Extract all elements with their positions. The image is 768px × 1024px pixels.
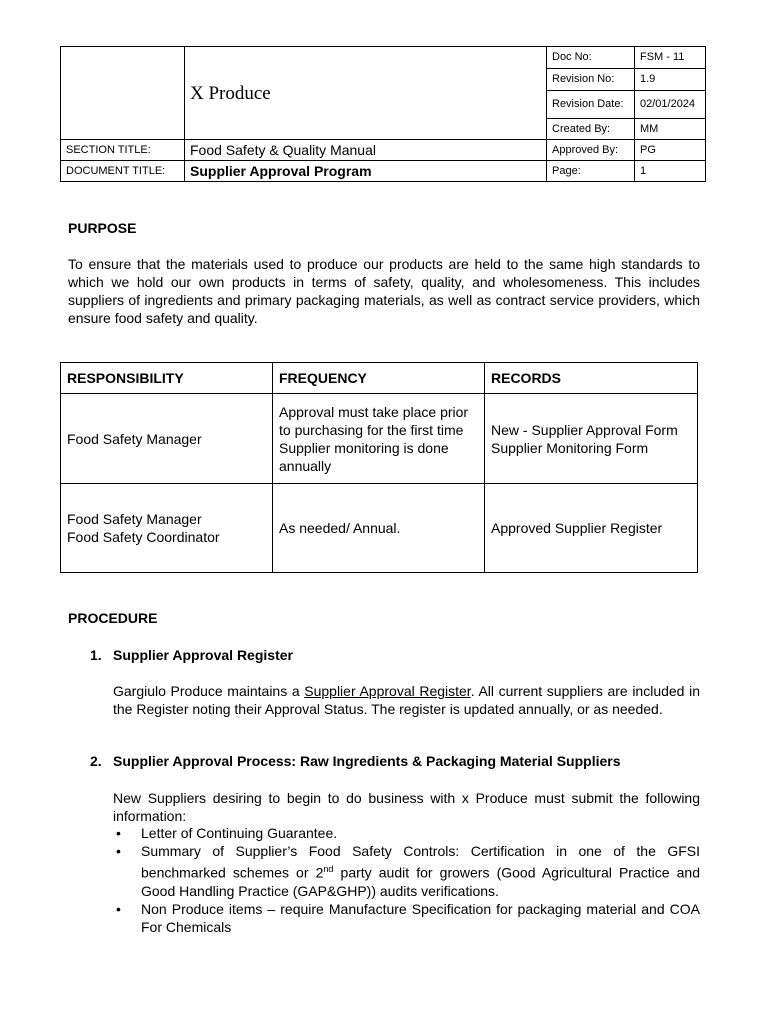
ordinal-suffix: nd (323, 864, 334, 874)
meta-label: Revision Date: (547, 91, 635, 119)
document-title-label: DOCUMENT TITLE: (61, 161, 185, 182)
procedure-item-intro: New Suppliers desiring to begin to do business with x Produce must submit the following information: (113, 790, 700, 824)
responsibility-table (60, 362, 698, 573)
responsibility-cell (61, 394, 273, 484)
meta-label: Approved By: (547, 140, 635, 161)
procedure-item-text (113, 682, 700, 718)
bullet-icon: • (116, 900, 121, 917)
section-title-value: Food Safety & Quality Manual (185, 140, 547, 161)
cell-line: Food Safety Coordinator (67, 529, 220, 545)
header-blank-cell (61, 47, 185, 140)
list-item (113, 900, 700, 936)
procedure-heading: PROCEDURE (68, 610, 158, 626)
cell-line: Approval must take place prior to purchasing for the first time (279, 403, 469, 438)
text-segment: . All current suppliers are included in the Register noting their Approval Status. The register is updated annually, or as needed. (113, 683, 700, 717)
list-item (113, 842, 700, 900)
section-title-label: SECTION TITLE: (61, 140, 185, 161)
table-row (61, 394, 698, 484)
meta-label: Doc No: (547, 47, 635, 69)
requirements-list (113, 824, 700, 936)
meta-label: Page: (547, 161, 635, 182)
column-header-responsibility: RESPONSIBILITY (61, 363, 273, 394)
table-row (61, 484, 698, 573)
cell-line: Food Safety Manager (67, 430, 202, 447)
purpose-text: To ensure that the materials used to produce our products are held to the same high standards to which we hold our own products in terms of safety, quality, and wholesomeness. This includes suppliers of ingredients and primary packaging materials, as well as contract service providers, which ensure food safety and quality. (68, 256, 700, 326)
frequency-cell (273, 484, 485, 573)
cell-line: Supplier Monitoring Form (491, 439, 649, 456)
responsibility-cell (61, 484, 273, 573)
purpose-heading: PURPOSE (68, 220, 137, 236)
meta-value: PG (635, 140, 706, 161)
records-cell (485, 394, 698, 484)
company-name: X Produce (185, 47, 547, 140)
procedure-item-title: Supplier Approval Register (113, 647, 293, 663)
meta-value: 1.9 (635, 69, 706, 91)
records-cell (485, 484, 698, 573)
bullet-icon: • (116, 843, 121, 859)
meta-value: 1 (635, 161, 706, 182)
procedure-item-number: 2. (90, 753, 102, 769)
column-header-records: RECORDS (485, 363, 698, 394)
cell-line: As needed/ Annual. (279, 520, 401, 536)
bullet-icon: • (116, 825, 121, 841)
column-header-frequency: FREQUENCY (273, 363, 485, 394)
meta-value: FSM - 11 (635, 47, 706, 69)
meta-value: 02/01/2024 (635, 91, 706, 119)
procedure-item-number: 1. (90, 647, 102, 663)
document-header-table (60, 46, 706, 182)
cell-line: New - Supplier Approval Form (491, 421, 678, 438)
text-segment: Gargiulo Produce maintains a (113, 683, 305, 699)
supplier-approval-register-link: Supplier Approval Register (304, 683, 471, 699)
list-item-text: party audit for growers (Good Agricultural Practice and Good Handling Practice (GAP&GHP)) audits verifications. (141, 864, 700, 899)
list-item-text: Summary of Supplier’s Food Safety Controls: Certification in one of the GFSI benchmarked schemes or 2 (141, 843, 700, 881)
meta-value: MM (635, 119, 706, 140)
meta-label: Revision No: (547, 69, 635, 91)
meta-label: Created By: (547, 119, 635, 140)
frequency-cell (273, 394, 485, 484)
procedure-item-title: Supplier Approval Process: Raw Ingredients & Packaging Material Suppliers (113, 753, 621, 769)
cell-line: Food Safety Manager (67, 511, 202, 527)
cell-line: Supplier monitoring is done annually (279, 439, 449, 474)
list-item (113, 824, 700, 842)
cell-line: Approved Supplier Register (491, 520, 663, 536)
document-title-value: Supplier Approval Program (185, 161, 547, 182)
list-item-text: Non Produce items – require Manufacture Specification for packaging material and COA For Chemicals (141, 900, 700, 935)
list-item-text: Letter of Continuing Guarantee. (141, 825, 338, 841)
